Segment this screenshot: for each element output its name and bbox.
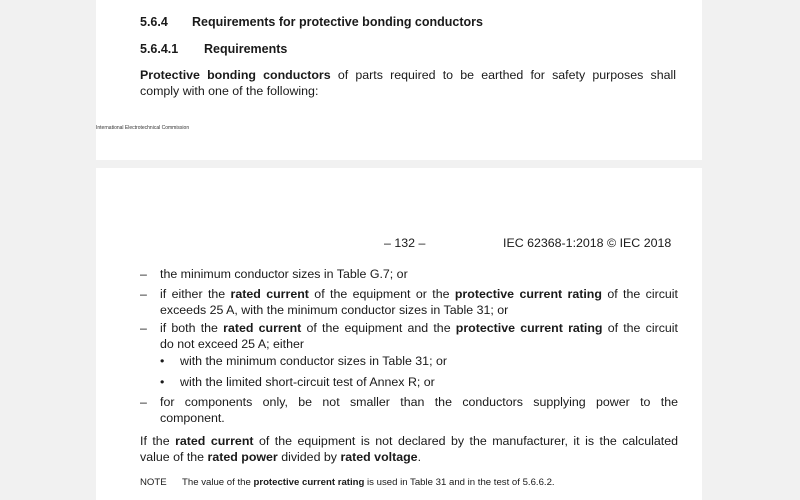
sub-list-item — [160, 374, 660, 390]
list-item-text: component. — [160, 411, 225, 425]
list-item-text: if either the — [160, 287, 231, 301]
term-protective-current-rating: protective current rating — [454, 287, 602, 301]
dash-marker: – — [140, 321, 147, 335]
note-label: NOTE — [140, 477, 167, 488]
paragraph-text: . — [417, 450, 422, 464]
sub-list-item — [160, 353, 660, 369]
document-page-bottom — [96, 168, 702, 500]
list-item-text: if both the — [160, 321, 224, 335]
subsection-title: Requirements — [204, 42, 288, 56]
list-item-text: the minimum conductor sizes in Table G.7; or — [160, 267, 408, 281]
page-number: – 132 – — [384, 236, 426, 250]
list-item-text: of the equipment and the — [301, 321, 456, 335]
term-rated-current: rated current — [175, 434, 254, 448]
footer-organization: International Electrotechnical Commission — [96, 125, 190, 131]
list-item-text: of the equipment or the — [308, 287, 455, 301]
subsection-number: 5.6.4.1 — [140, 42, 179, 56]
note — [140, 477, 555, 488]
bullet-marker: • — [160, 375, 165, 389]
list-item — [140, 266, 680, 282]
list-item-text: for components only, be not smaller than the conductors supplying power to the — [160, 395, 678, 409]
section-title: Requirements for protective bonding conductors — [192, 15, 483, 29]
intro-paragraph — [140, 67, 676, 99]
term-protective-current-rating: protective current rating — [253, 477, 365, 488]
dash-marker: – — [140, 287, 147, 301]
paragraph-text: value of the — [140, 450, 208, 464]
paragraph-text: If the — [140, 434, 176, 448]
term-rated-voltage: rated voltage — [340, 450, 418, 464]
document-page-top — [96, 0, 702, 160]
intro-line1: of parts required to be earthed for safety purposes shall — [330, 68, 676, 82]
list-item — [140, 320, 680, 352]
sub-list-item-text: with the limited short-circuit test of Annex R; or — [180, 375, 435, 389]
document-reference: IEC 62368-1:2018 © IEC 2018 — [503, 236, 672, 250]
subsection-heading — [140, 42, 287, 56]
term-rated-current: rated current — [223, 321, 302, 335]
rated-current-paragraph — [140, 433, 678, 465]
list-item — [140, 394, 680, 426]
paragraph-text: of the equipment is not declared by the manufacturer, it is the calculated — [253, 434, 679, 448]
intro-line2: comply with one of the following: — [140, 84, 319, 98]
list-item-text: do not exceed 25 A; either — [160, 337, 304, 351]
dash-marker: – — [140, 395, 147, 409]
note-text: The value of the — [182, 477, 254, 488]
list-item-text: of the circuit — [602, 321, 678, 335]
section-heading — [140, 15, 483, 29]
dash-marker: – — [140, 267, 147, 281]
list-item-text: exceeds 25 A, with the minimum conductor sizes in Table 31; or — [160, 303, 509, 317]
paragraph-text: divided by — [277, 450, 341, 464]
list-item — [140, 286, 680, 318]
bullet-marker: • — [160, 354, 165, 368]
section-number: 5.6.4 — [140, 15, 168, 29]
intro-bold-term: Protective bonding conductors — [140, 68, 331, 82]
list-item-text: of the circuit — [601, 287, 678, 301]
term-protective-current-rating: protective current rating — [455, 321, 603, 335]
term-rated-current: rated current — [230, 287, 309, 301]
sub-list-item-text: with the minimum conductor sizes in Table 31; or — [180, 354, 447, 368]
note-text: is used in Table 31 and in the test of 5.6.6.2. — [364, 477, 555, 488]
term-rated-power: rated power — [207, 450, 278, 464]
